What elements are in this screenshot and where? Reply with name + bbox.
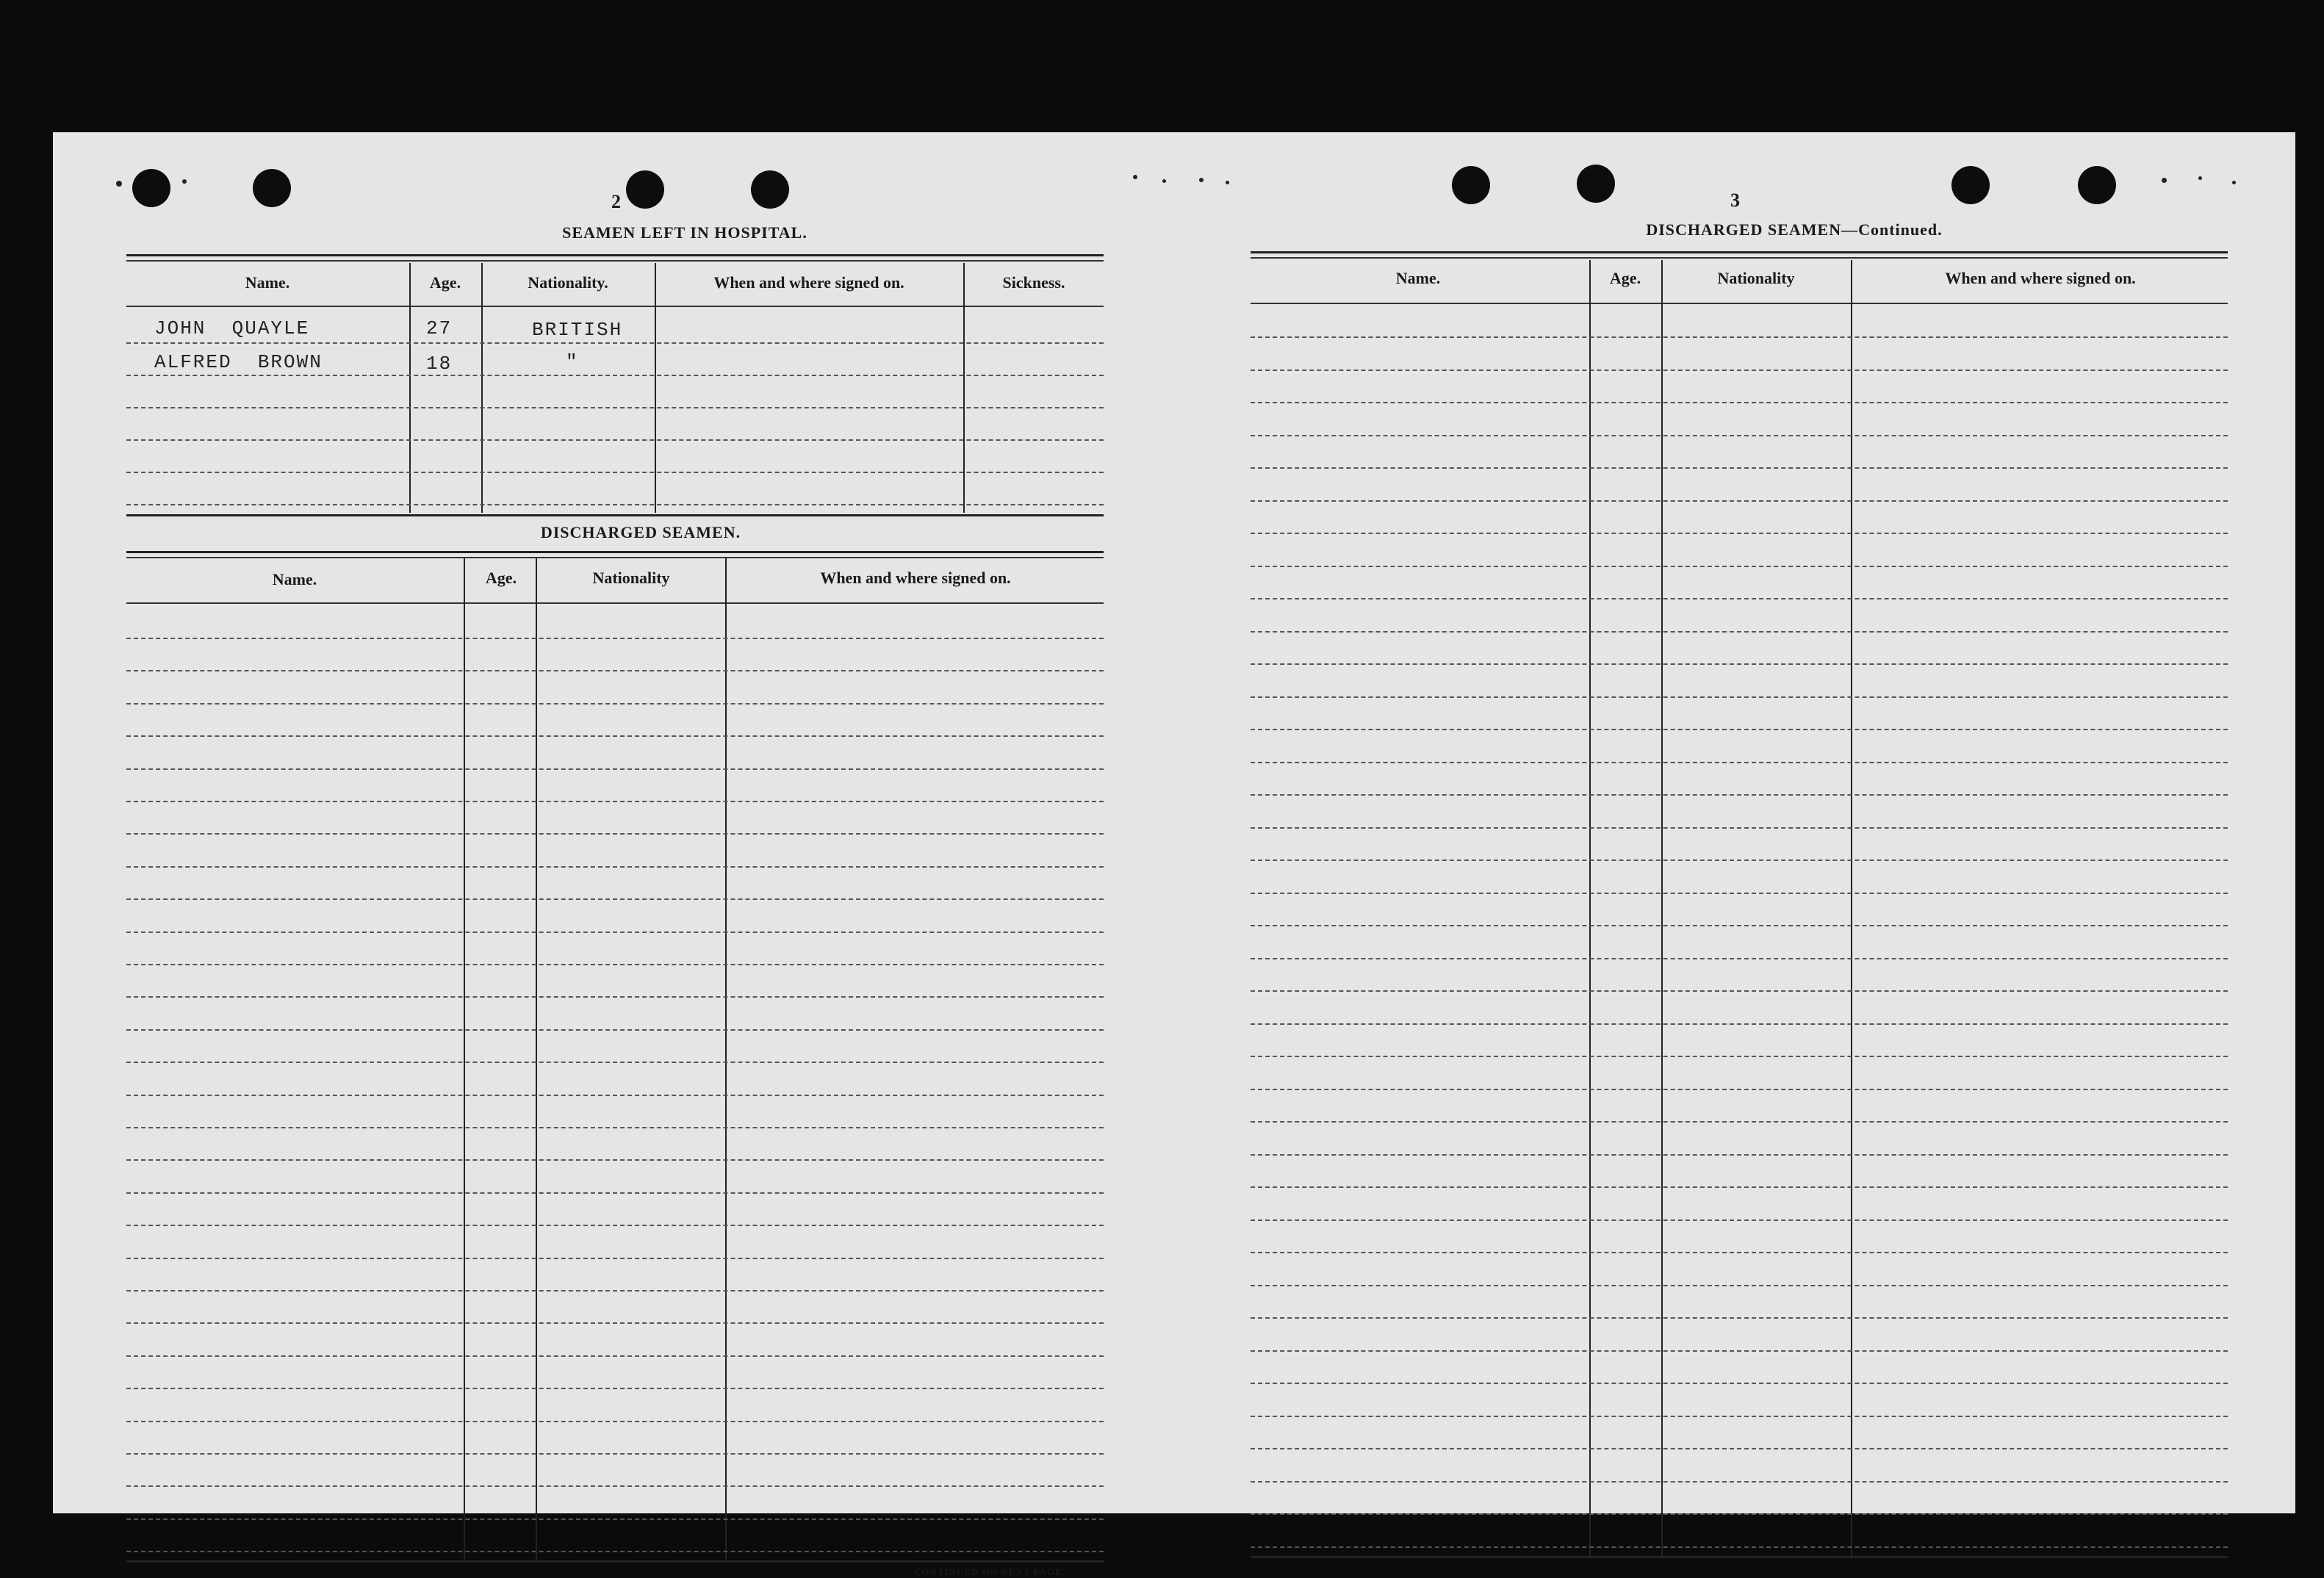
discharged-col-name: Name. [272,570,317,588]
row-line [1251,990,2228,992]
row-line [1251,1252,2228,1253]
speck [1133,175,1137,179]
row-line [1251,1219,2228,1221]
right-col-age: Age. [1609,269,1641,287]
row-line [126,801,1104,802]
hospital-row-line [126,439,1104,441]
row-line [126,1388,1104,1389]
row-line [126,1322,1104,1324]
hospital-col-signed-on: When and where signed on. [713,273,904,292]
row-line [1251,1121,2228,1123]
row-line [126,1421,1104,1422]
row-line [1251,566,2228,567]
hospital-row-age: 18 [426,353,453,375]
row-line [1251,1056,2228,1057]
discharged-top-rule-2 [126,557,1104,558]
row-line [1251,925,2228,926]
punch-hole [1951,166,1990,204]
row-line [126,638,1104,639]
discharged-header-rule [126,602,1104,604]
punch-hole [626,170,664,209]
hospital-col-divider [409,263,411,513]
discharged-col-divider [464,558,465,1560]
row-line [126,1062,1104,1063]
punch-hole [132,169,170,207]
row-line [1251,1546,2228,1548]
row-line [1251,1383,2228,1384]
row-line [1251,370,2228,371]
hospital-bottom-rule [126,514,1104,516]
row-line [126,866,1104,868]
row-line [126,1127,1104,1128]
row-line [1251,336,2228,338]
row-line [1251,435,2228,436]
row-line [126,1290,1104,1291]
hospital-row-line [126,375,1104,376]
hospital-row-age: 27 [426,317,453,339]
row-line [126,1029,1104,1031]
hospital-header-rule [126,306,1104,307]
row-line [126,1485,1104,1487]
row-line [1251,1186,2228,1188]
row-line [126,1225,1104,1226]
punch-hole [1452,166,1490,204]
speck [182,179,187,184]
row-line [126,1095,1104,1096]
row-line [126,898,1104,900]
row-line [126,670,1104,671]
row-line [1251,467,2228,469]
row-line [126,996,1104,998]
right-top-rule [1251,251,2228,253]
hospital-top-rule [126,254,1104,256]
row-line [126,1258,1104,1259]
row-line [126,964,1104,965]
discharged-col-age: Age. [485,569,517,587]
hospital-table-title: SEAMEN LEFT IN HOSPITAL. [562,223,807,242]
row-line [1251,1285,2228,1286]
row-line [1251,1481,2228,1482]
punch-hole [1577,165,1615,203]
hospital-row-name: JOHN QUAYLE [154,317,310,339]
speck [116,181,122,187]
discharged-col-signed-on: When and where signed on. [820,569,1011,587]
hospital-col-nationality: Nationality. [528,273,608,292]
right-header-rule [1251,303,2228,304]
discharged-col-nationality: Nationality [592,569,670,587]
row-line [1251,958,2228,959]
page-number-left: 2 [611,191,621,212]
page-number-right: 3 [1730,190,1740,211]
hospital-top-rule-2 [126,260,1104,262]
hospital-col-divider [655,263,656,513]
right-col-signed-on: When and where signed on. [1945,269,2136,287]
discharged-bottom-rule [126,1560,1104,1563]
hospital-col-name: Name. [245,273,290,292]
right-col-name: Name. [1395,269,1441,287]
hospital-col-divider [481,263,483,513]
discharged-col-divider [725,558,727,1560]
row-line [126,1159,1104,1161]
discharged-col-divider [536,558,537,1560]
right-bottom-rule [1251,1556,2228,1558]
punch-hole [2078,166,2116,204]
row-line [126,1192,1104,1194]
row-line [126,735,1104,737]
speck [1162,179,1166,183]
row-line [126,932,1104,933]
speck [2162,178,2167,183]
speck [2232,181,2236,184]
continued-note: CONTINUED ON NEXT PAGE. [914,1566,1065,1577]
row-line [126,1518,1104,1520]
punch-hole [253,169,291,207]
hospital-col-sickness: Sickness. [1002,273,1065,292]
discharged-top-rule [126,551,1104,553]
row-line [126,703,1104,705]
row-line [1251,1154,2228,1156]
row-line [1251,729,2228,730]
hospital-row-line [126,504,1104,505]
discharged-table-title: DISCHARGED SEAMEN. [540,523,741,541]
right-top-rule-2 [1251,257,2228,259]
right-col-nationality: Nationality [1717,269,1795,287]
row-line [1251,598,2228,599]
punch-hole [751,170,789,209]
right-col-divider [1661,260,1663,1556]
row-line [1251,1023,2228,1025]
hospital-row-nationality: BRITISH [532,319,623,341]
row-line [1251,1448,2228,1449]
row-line [126,1355,1104,1357]
row-line [1251,1513,2228,1515]
row-line [1251,794,2228,796]
right-col-divider [1589,260,1591,1556]
row-line [1251,1317,2228,1319]
hospital-row-line [126,342,1104,344]
row-line [1251,402,2228,403]
row-line [126,768,1104,770]
row-line [126,833,1104,835]
speck [1199,178,1204,182]
row-line [1251,860,2228,861]
row-line [1251,500,2228,502]
hospital-col-age: Age. [429,273,461,292]
hospital-row-name: ALFRED BROWN [154,351,323,373]
right-col-divider [1851,260,1852,1556]
row-line [1251,533,2228,534]
hospital-row-line [126,407,1104,408]
hospital-row-nationality: " [566,351,579,373]
row-line [1251,827,2228,829]
row-line [1251,663,2228,665]
row-line [1251,631,2228,633]
row-line [1251,1416,2228,1417]
row-line [1251,1089,2228,1090]
row-line [1251,696,2228,698]
right-table-title: DISCHARGED SEAMEN—Continued. [1646,220,1943,239]
row-line [1251,762,2228,763]
row-line [1251,893,2228,894]
speck [1226,181,1229,184]
row-line [1251,1350,2228,1352]
row-line [126,1453,1104,1455]
row-line [126,1551,1104,1552]
hospital-row-line [126,472,1104,473]
speck [2198,176,2202,180]
hospital-col-divider [963,263,965,513]
ledger-sheet [53,132,2295,1577]
